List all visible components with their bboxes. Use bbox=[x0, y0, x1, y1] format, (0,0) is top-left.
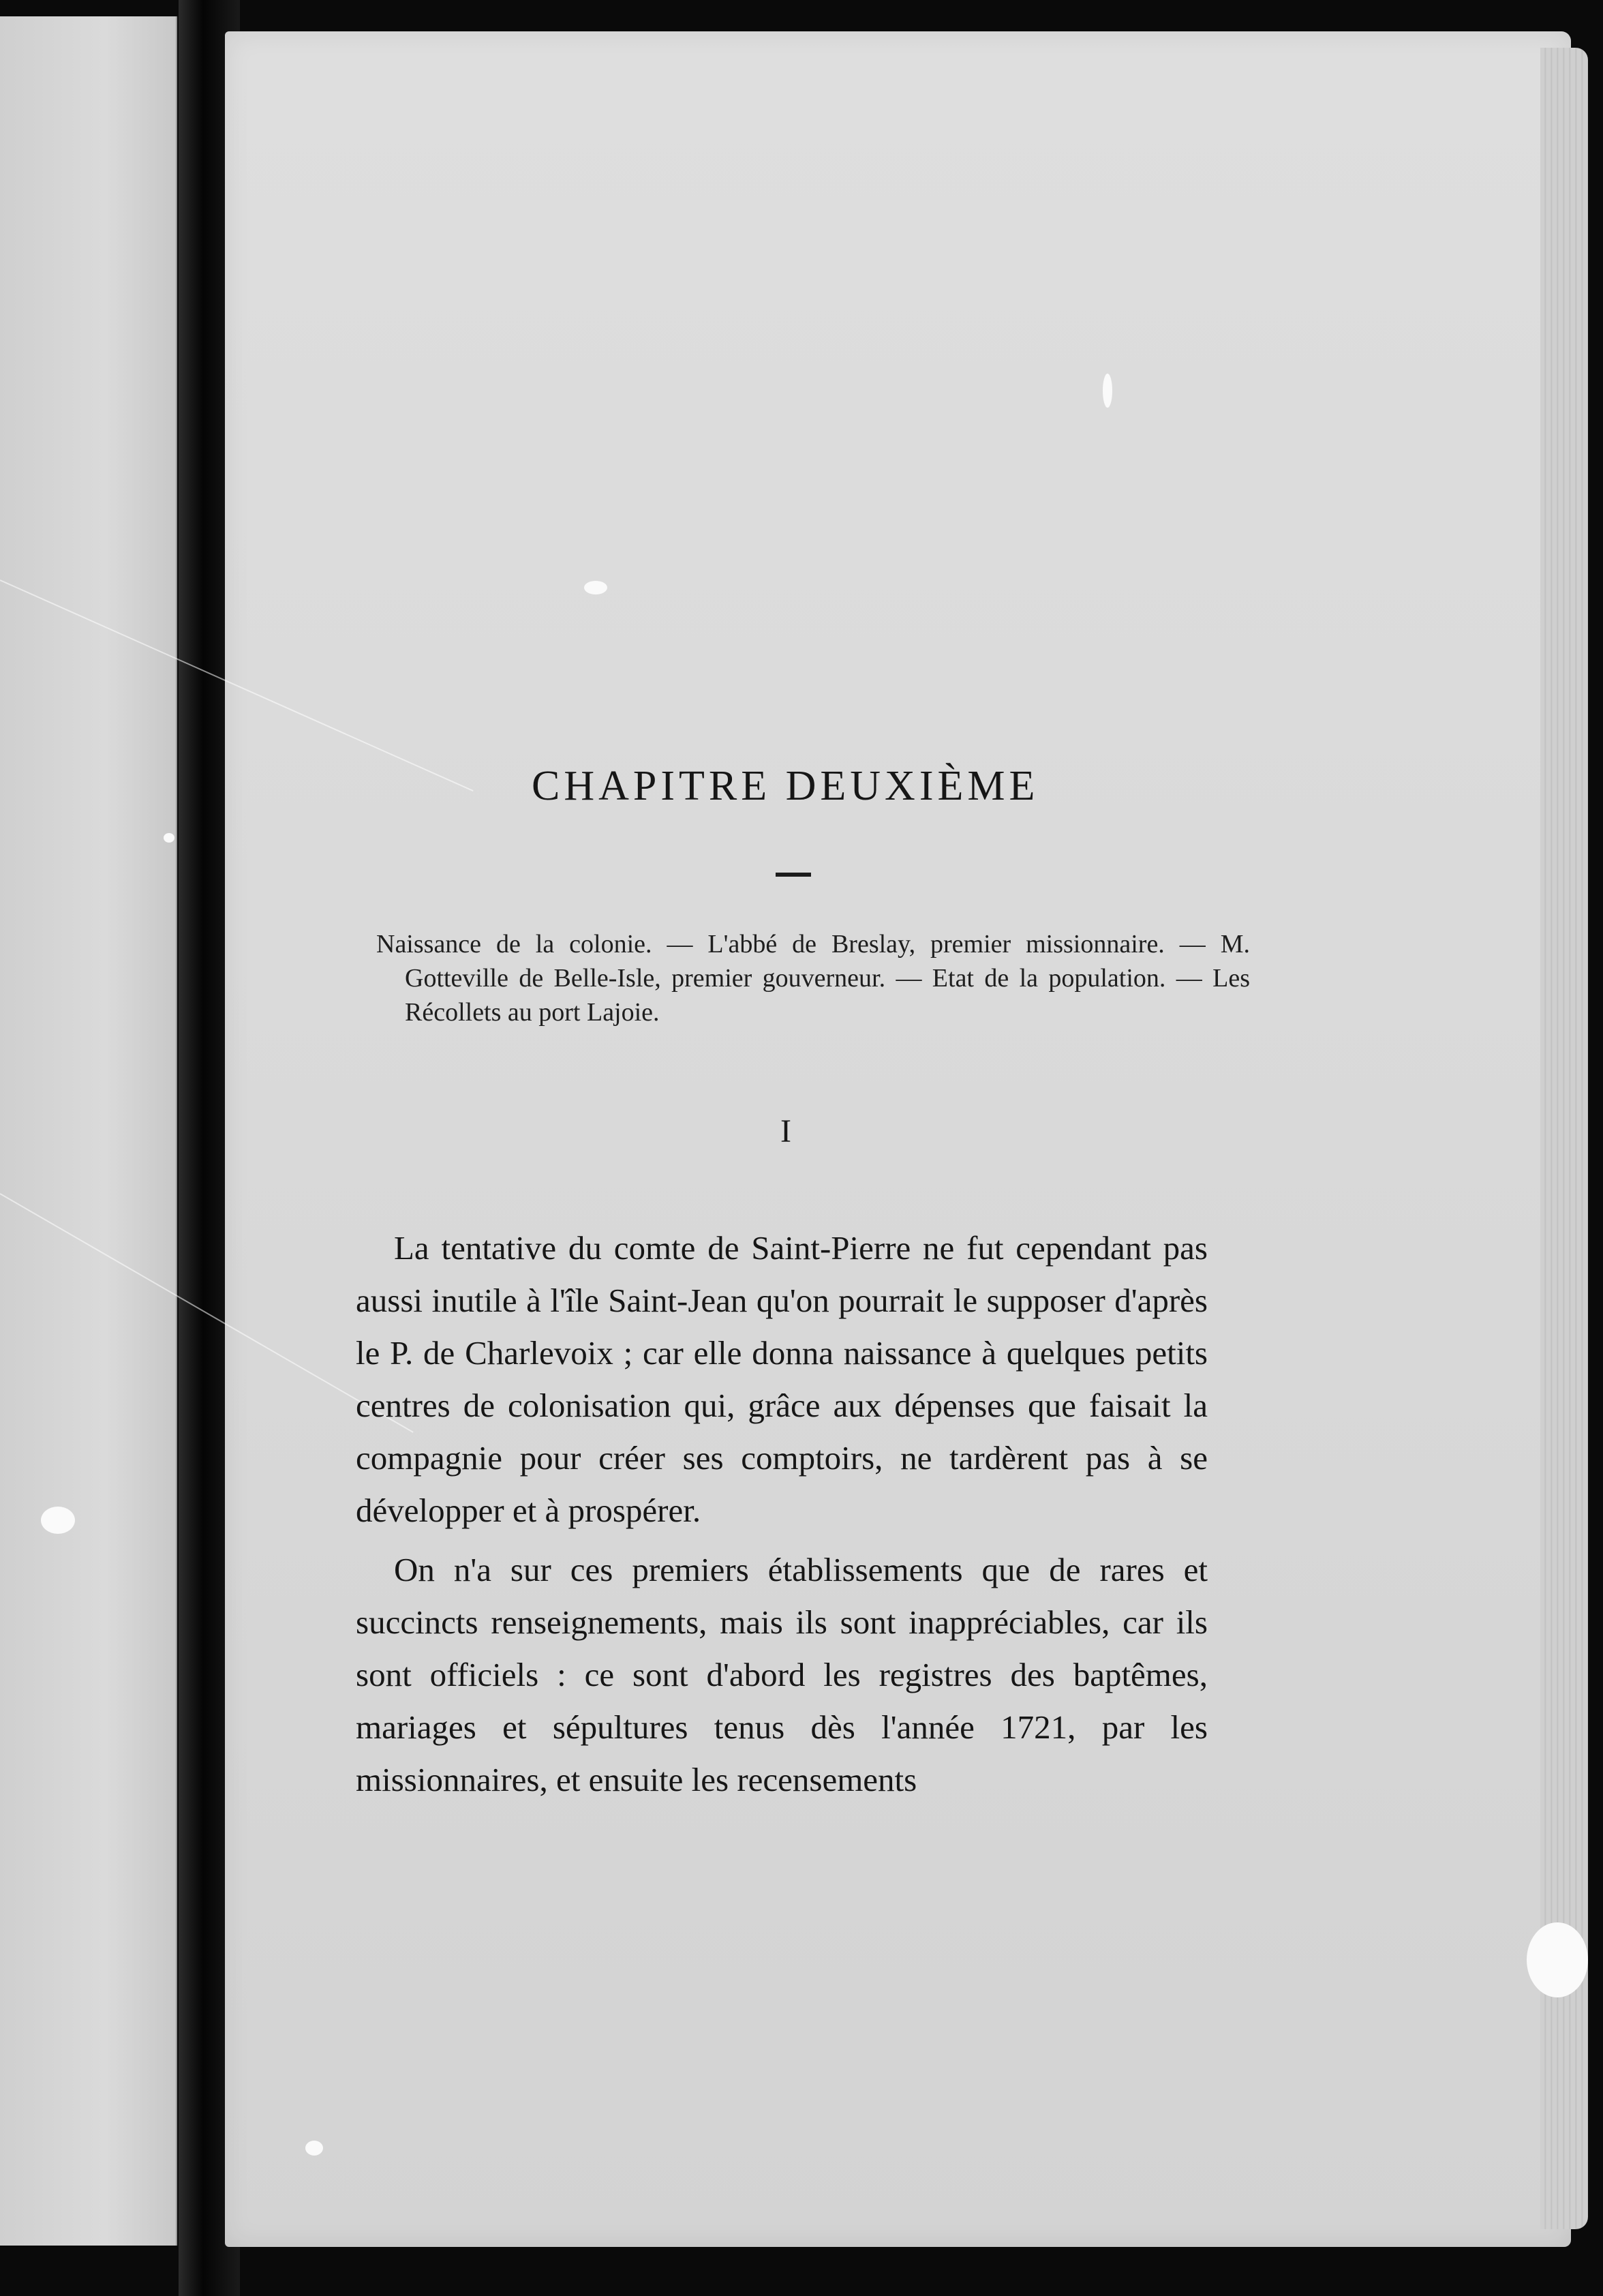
section-number: I bbox=[780, 1113, 791, 1149]
chapter-summary-text: Naissance de la colonie. — L'abbé de Breslay, premier missionnaire. — M. Gotteville de Belle-Isle, premier gouverneur. — Etat de la population. — Les Récollets au port Lajoie. bbox=[376, 930, 1250, 1027]
title-rule bbox=[776, 873, 811, 877]
chapter-title: CHAPITRE DEUXIÈME bbox=[532, 763, 1039, 809]
body-text bbox=[356, 1222, 1208, 1813]
paragraph-2: On n'a sur ces premiers établissements que de rares et succincts renseignements, mais ils sont inappréciables, car ils sont officiels : ce sont d'abord les registres des baptêmes, mariages et sépultures tenus dès l'année 1721, par les missionnaires, et ensuite les recensements bbox=[356, 1551, 1208, 1798]
chapter-summary bbox=[376, 927, 1250, 1029]
paragraph-1: La tentative du comte de Saint-Pierre ne fut cependant pas aussi inutile à l'île Saint-Jean qu'on pourrait le supposer d'après le P. de Charlevoix ; car elle donna naissance à quelques petits centres de colonisation qui, grâce aux dépenses que faisait la compagnie pour créer ses comptoirs, ne tardèrent pas à se développer et à prospérer. bbox=[356, 1229, 1208, 1529]
